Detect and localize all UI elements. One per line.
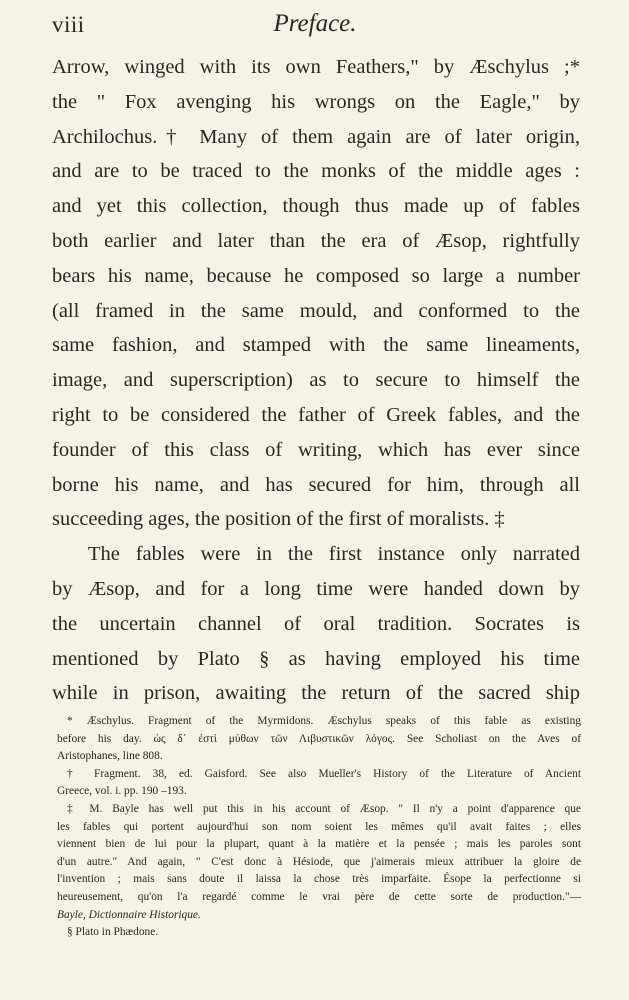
body-line: borne his name, and has secured for him, through all (52, 473, 580, 496)
footnote-line: heureusement, qu'on l'a regardé comme le vrai père de cette sorte de production."— (57, 890, 581, 903)
page-number: viii (52, 12, 85, 37)
body-line: the " Fox avenging his wrongs on the Eagle," by (52, 90, 580, 113)
body-line: while in prison, awaiting the return of the sacred ship (52, 682, 580, 705)
body-line: mentioned by Plato § as having employed his time (52, 647, 580, 670)
body-line: bears his name, because he composed so large a number (52, 264, 580, 287)
body-line: and yet this collection, though thus made up of fables (52, 195, 580, 218)
footnote-line: viennent bien de lui pour la plupart, quant à la matière et la pensée ; mais les paroles sont (57, 838, 581, 851)
body-line: succeeding ages, the position of the first of moralists. ‡ (52, 508, 505, 531)
footnote-line: † Fragment. 38, ed. Gaisford. See also Mueller's History of the Literature of Ancient (67, 767, 581, 780)
footnote-line: d'un autre." And again, " C'est donc à Hésiode, que j'aimerais mieux attribuer la gloire de (57, 855, 581, 868)
footnotes (57, 713, 581, 942)
body-line: The fables were in the first instance only narrated (88, 543, 580, 566)
body-line: same fashion, and stamped with the same lineaments, (52, 334, 580, 357)
footnote-line: * Æschylus. Fragment of the Myrmidons. Æschylus speaks of this fable as existing (67, 715, 581, 727)
footnote-line: les fables qui portent aujourd'hui son nom soient les mêmes qu'il avait faites ; elles (57, 820, 581, 833)
body-line: both earlier and later than the era of Æsop, rightfully (52, 229, 580, 252)
body-line: Arrow, winged with its own Feathers," by Æschylus ;* (52, 56, 580, 78)
footnote-line: § Plato in Phædone. (67, 926, 159, 939)
running-title: Preface. (273, 10, 357, 37)
footnote-line: l'invention ; mais sans doute il laissa la chose très imparfaite. Ésope la perfectionne si (57, 873, 581, 886)
footnote-line: before his day. ὡς δ᾽ ἐστὶ μύθων τῶν Λιβυστικῶν λόγος. See Scholiast on the Aves of (57, 732, 581, 745)
footnote-line: Aristophanes, line 808. (57, 750, 163, 763)
page-header (50, 10, 580, 46)
footnote-line: Bayle, Dictionnaire Historique. (57, 908, 201, 921)
footnote-line: ‡ M. Bayle has well put this in his account of Æsop. " Il n'y a point d'apparence que (67, 802, 581, 815)
body-line: Archilochus.† Many of them again are of later origin, (52, 125, 580, 148)
body-text (52, 50, 580, 711)
body-line: (all framed in the same mould, and conformed to the (52, 299, 580, 322)
body-line: image, and superscription) as to secure to himself the (52, 369, 580, 392)
body-line: by Æsop, and for a long time were handed down by (52, 577, 580, 600)
body-line: and are to be traced to the monks of the middle ages : (52, 160, 580, 183)
body-line: founder of this class of writing, which has ever since (52, 438, 580, 461)
body-line: the uncertain channel of oral tradition. Socrates is (52, 612, 580, 635)
footnote-line: Greece, vol. i. pp. 190 –193. (57, 785, 187, 798)
body-line: right to be considered the father of Greek fables, and the (52, 403, 580, 426)
